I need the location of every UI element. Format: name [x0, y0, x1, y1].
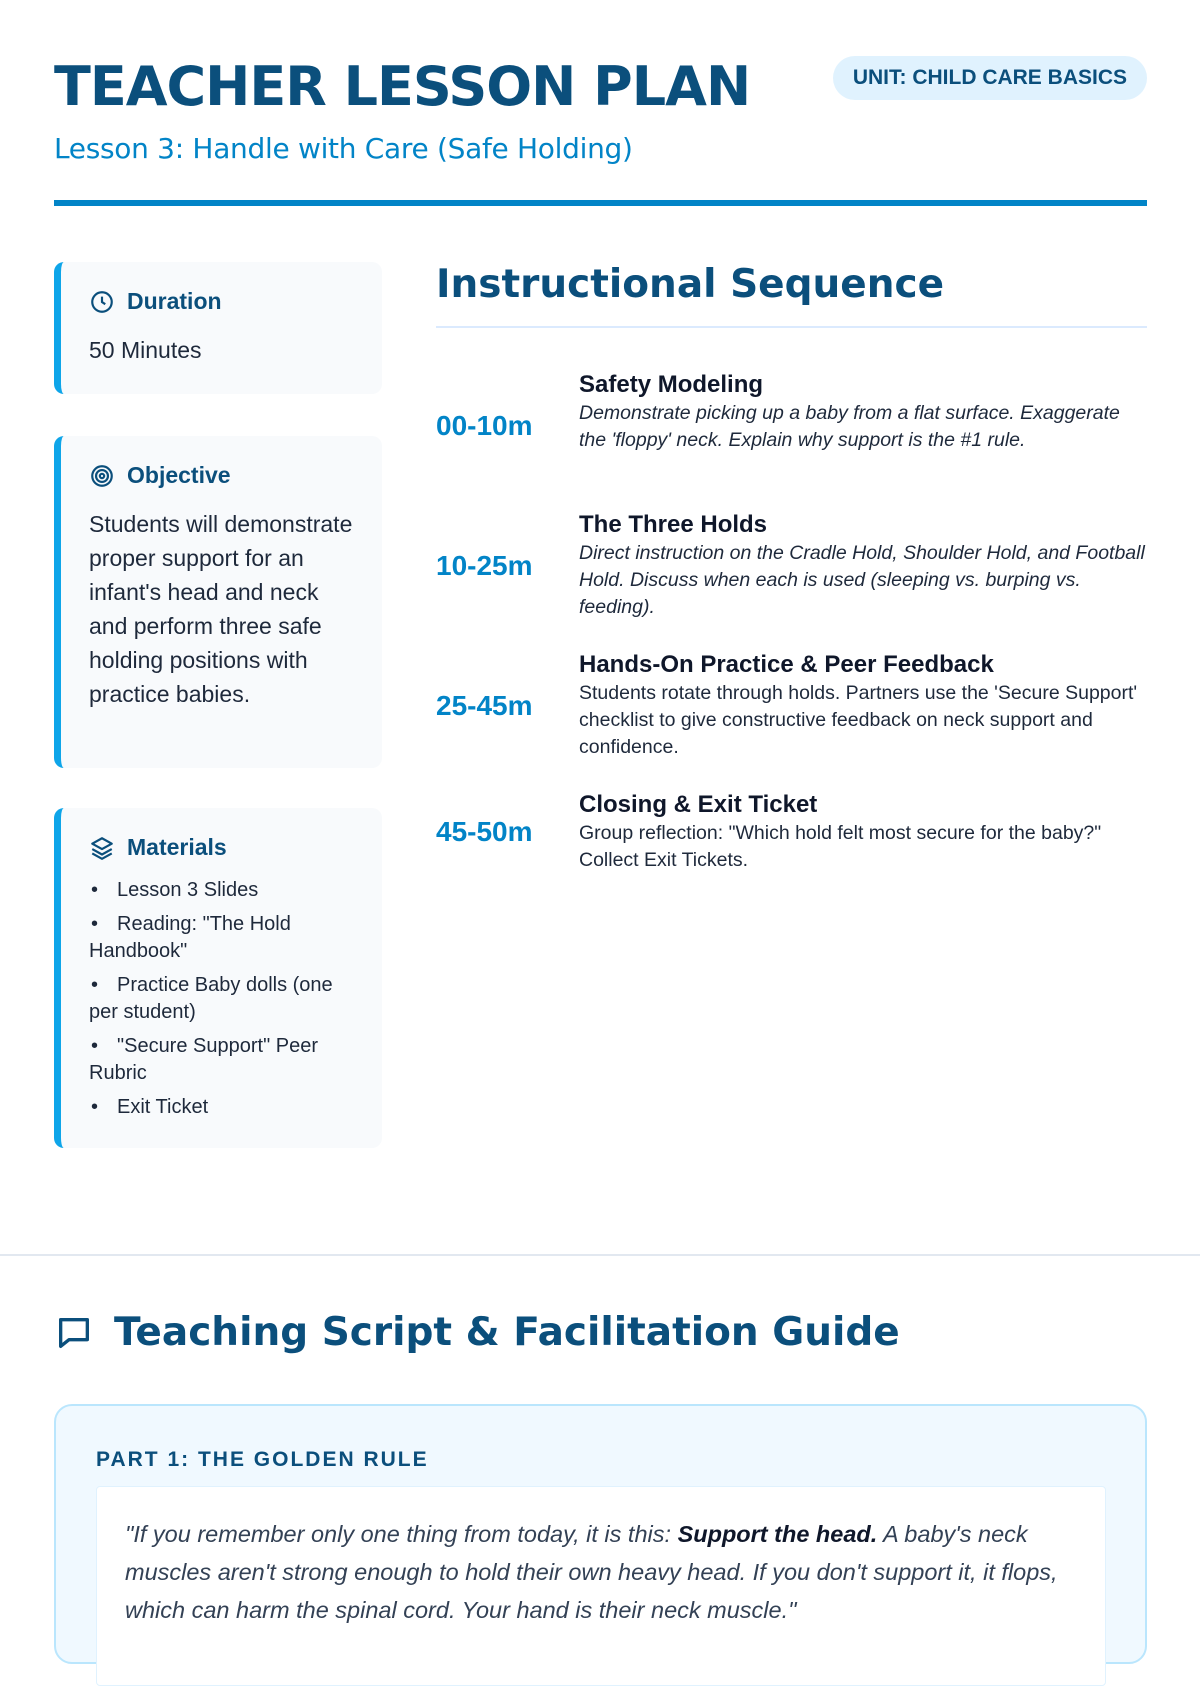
materials-list [89, 877, 356, 1121]
unit-badge: UNIT: CHILD CARE BASICS [833, 56, 1147, 100]
part-label: PART 1: THE GOLDEN RULE [96, 1448, 429, 1471]
section-divider [0, 1254, 1200, 1256]
lesson-subtitle: Lesson 3: Handle with Care (Safe Holding) [54, 132, 633, 165]
sequence-desc: Direct instruction on the Cradle Hold, Shoulder Hold, and Football Hold. Discuss when each is used (sleeping vs. burping vs. feeding). [579, 542, 1145, 618]
objective-text: Students will demonstrate proper support for an infant's head and neck and perform three safe holding positions with practice babies. [89, 511, 353, 707]
quote-emphasis: Support the head. [677, 1521, 878, 1547]
quote-box [96, 1486, 1106, 1686]
script-quote: "If you remember only one thing from today, it is this: Support the head. A baby's neck muscles aren't strong enough to hold their own heavy head. If you don't support it, it flops, which can harm the spinal cord. Your hand is their neck muscle." [125, 1521, 1058, 1623]
list-item: • Reading: "The Hold Handbook" [89, 913, 291, 962]
sequence-time: 00-10m [436, 410, 533, 441]
sequence-name: Hands-On Practice & Peer Feedback [579, 651, 994, 678]
target-icon [89, 463, 115, 489]
lesson-header [54, 52, 1147, 165]
page-title: TEACHER LESSON PLAN [54, 55, 751, 118]
sequence-title: Instructional Sequence [436, 262, 945, 307]
list-item: • "Secure Support" Peer Rubric [89, 1035, 318, 1084]
sequence-name: Safety Modeling [579, 371, 764, 398]
objective-card [54, 436, 382, 768]
sequence-desc: Group reflection: "Which hold felt most secure for the baby?" Collect Exit Tickets. [579, 822, 1102, 871]
sequence-name: The Three Holds [579, 511, 768, 538]
chat-bubble-icon [54, 1313, 94, 1353]
objective-title: Objective [127, 462, 231, 488]
sequence-time: 25-45m [436, 690, 533, 721]
script-title: Teaching Script & Facilitation Guide [114, 1310, 900, 1355]
layers-icon [89, 835, 115, 861]
script-part-card [54, 1404, 1147, 1664]
sequence-divider [436, 326, 1147, 328]
duration-value: 50 Minutes [89, 337, 202, 363]
sequence-desc: Demonstrate picking up a baby from a flat surface. Exaggerate the 'floppy' neck. Explain why support is the #1 rule. [579, 402, 1120, 451]
script-header [54, 1310, 900, 1355]
sequence-name: Closing & Exit Ticket [579, 791, 818, 818]
sequence-desc: Students rotate through holds. Partners use the 'Secure Support' checklist to give constructive feedback on neck support and confidence. [579, 682, 1138, 758]
materials-card [54, 808, 382, 1148]
list-item: • Exit Ticket [91, 1096, 209, 1118]
list-item: • Practice Baby dolls (one per student) [89, 974, 333, 1023]
duration-title: Duration [127, 288, 222, 314]
list-item: • Lesson 3 Slides [91, 879, 259, 901]
materials-title: Materials [127, 834, 227, 860]
header-divider [54, 200, 1147, 206]
sequence-time: 10-25m [436, 550, 533, 581]
sequence-time: 45-50m [436, 816, 533, 847]
clock-icon [89, 289, 115, 315]
duration-card [54, 262, 382, 394]
